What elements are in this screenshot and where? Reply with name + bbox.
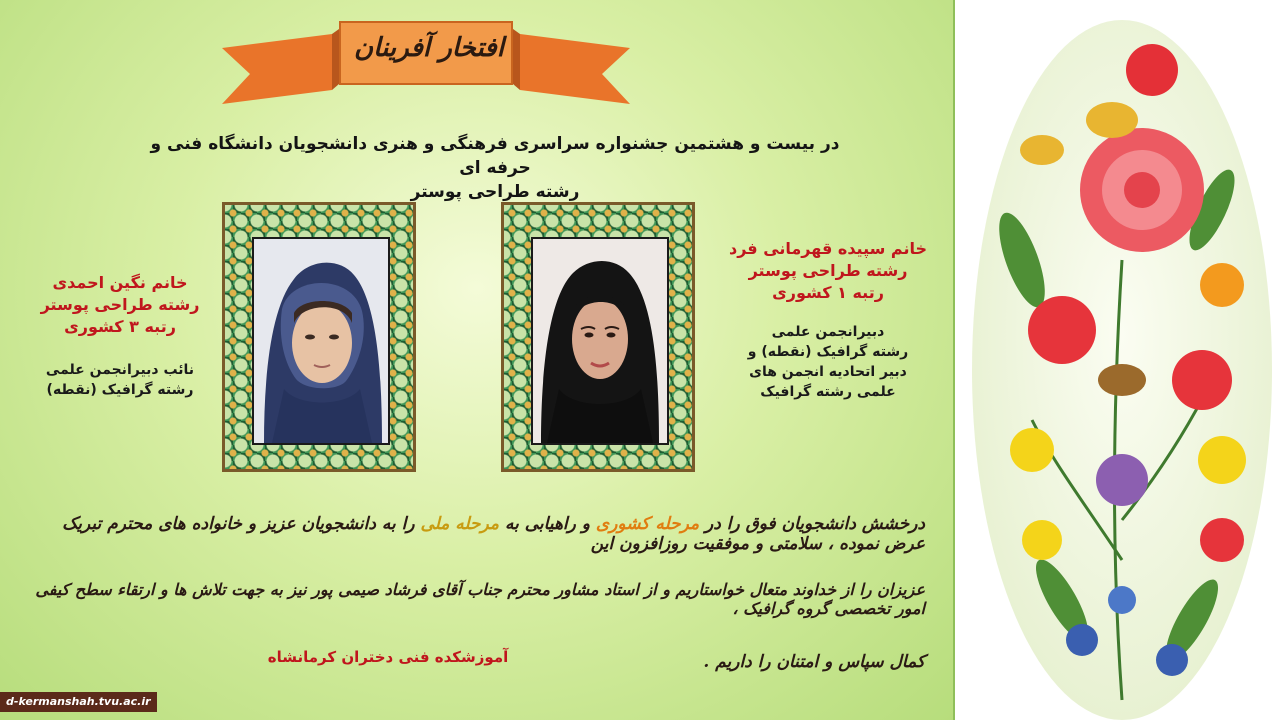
congrats-line-1 — [30, 514, 925, 554]
congrats-line-2: عزیزان را از خداوند متعال خواستاریم و از استاد مشاور محترم جناب آقای فرشاد صیمی پور نیز به جهت تلاش ها و ارتقاء سطح کیفی امور تخصصی گروه گرافیک ، — [35, 580, 925, 618]
para-highlight-final-stage: مرحله ملی — [420, 514, 500, 534]
banner-title: افتخار آفرینان — [354, 33, 504, 63]
para-line1-part-a: درخشش دانشجویان فوق را در — [705, 514, 925, 534]
person-left-role-2: رشته گرافیک (نقطه) — [46, 382, 194, 398]
photo-frame-right — [501, 202, 695, 472]
person-left-rank: رتبه ۳ کشوری — [64, 317, 176, 336]
college-name: آموزشکده فنی دختران کرمانشاه — [267, 648, 509, 666]
portrait-photo-right — [531, 237, 669, 445]
person-right-role-2: رشته گرافیک (نقطه) و — [747, 344, 909, 360]
person-left-info — [30, 272, 210, 400]
person-left-field: رشته طراحی پوستر — [40, 295, 200, 314]
para-line1-part-c: را به دانشجویان عزیز و خانواده های محترم تبریک عرض نموده ، سلامتی و موفقیت روزافزون این — [62, 514, 925, 554]
person-right-role-1: دبیرانجمن علمی — [771, 324, 885, 340]
person-left-name: خانم نگین احمدی — [52, 273, 188, 292]
para-highlight-national-stage: مرحله کشوری — [595, 514, 700, 534]
person-right-info — [728, 238, 928, 402]
person-right-role-3: دبیر اتحادیه انجمن های — [749, 364, 907, 380]
person-right-role-4: علمی رشته گرافیک — [760, 384, 896, 400]
person-right-name: خانم سپیده قهرمانی فرد — [728, 239, 928, 258]
person-right-rank: رتبه ۱ کشوری — [772, 283, 884, 302]
photo-frame-left — [222, 202, 416, 472]
heading-line-1: در بیست و هشتمین جشنواره سراسری فرهنگی و هنری دانشجویان دانشگاه فنی و حرفه ای — [150, 134, 840, 178]
floral-illustration — [962, 0, 1280, 720]
para-line1-part-b: و راهیابی به — [504, 514, 590, 534]
heading — [150, 132, 840, 204]
portrait-photo-left — [252, 237, 390, 445]
congrats-line-3: کمال سپاس و امتنان را داریم . — [703, 652, 925, 672]
person-left-role-1: نائب دبیرانجمن علمی — [45, 362, 195, 378]
heading-line-2: رشته طراحی پوستر — [410, 182, 580, 202]
person-right-field: رشته طراحی پوستر — [748, 261, 908, 280]
website-url[interactable]: d-kermanshah.tvu.ac.ir — [0, 692, 157, 712]
